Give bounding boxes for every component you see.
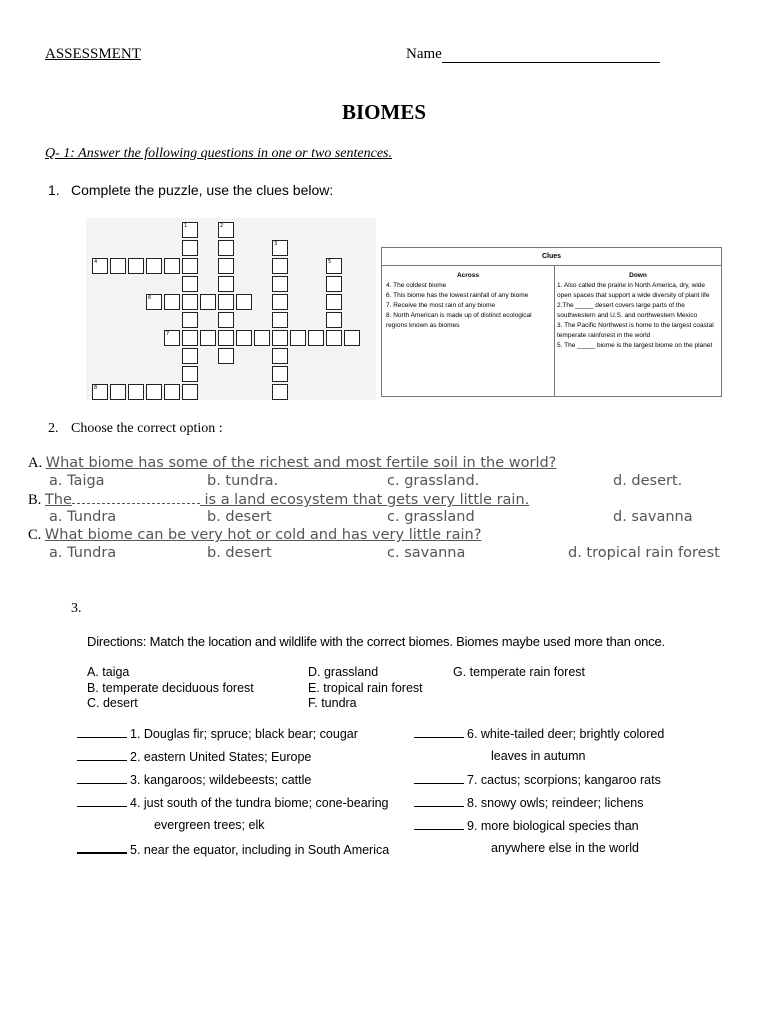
- option-d[interactable]: d. savanna: [613, 509, 693, 525]
- across-heading: Across: [456, 272, 480, 279]
- down-clue: 1. Also called the prairie in North America, dry, wide open spaces that support a wide diversity of plant life: [557, 282, 710, 299]
- question-letter: B.: [28, 492, 42, 508]
- name-label: Name: [406, 46, 442, 62]
- crossword-cell[interactable]: [182, 348, 198, 364]
- across-clue: 8. North American is made up of distinct ecological regions known as biomes: [386, 312, 532, 329]
- question-letter: C.: [28, 527, 42, 543]
- crossword-cell[interactable]: [326, 312, 342, 328]
- crossword-cell[interactable]: [200, 294, 216, 310]
- match-item-text: 8. snowy owls; reindeer; lichens: [467, 796, 644, 810]
- down-clue: 3. The Pacific Northwest is home to the largest coastal temperate rainforest in the world: [557, 322, 714, 339]
- question-b: [28, 491, 529, 509]
- crossword-cell[interactable]: [182, 366, 198, 382]
- match-item: [414, 818, 639, 833]
- item-2-text: Choose the correct option :: [71, 421, 223, 436]
- option-a[interactable]: a. Tundra: [49, 509, 117, 525]
- crossword-cell[interactable]: [110, 384, 126, 400]
- item-1: [48, 182, 333, 198]
- match-item: [77, 749, 311, 764]
- crossword-cell[interactable]: [272, 330, 288, 346]
- crossword-cell[interactable]: [164, 258, 180, 274]
- crossword-cell[interactable]: [326, 294, 342, 310]
- crossword-cell[interactable]: [218, 312, 234, 328]
- match-item: [77, 841, 389, 857]
- across-clue: 4. The coldest biome: [386, 282, 447, 289]
- down-clue: 5. The _____ biome is the largest biome on the planet: [557, 342, 713, 349]
- crossword-clue-number: 3: [274, 241, 278, 247]
- option-c[interactable]: c. savanna: [387, 545, 466, 561]
- option-c[interactable]: c. grassland: [387, 509, 475, 525]
- crossword-clue-number: 7: [166, 331, 170, 337]
- option-c[interactable]: c. grassland.: [387, 473, 480, 489]
- crossword-cell[interactable]: [218, 240, 234, 256]
- item-3-number: 3.: [71, 601, 82, 616]
- option-a[interactable]: a. Tundra: [49, 545, 117, 561]
- crossword-cell[interactable]: [182, 240, 198, 256]
- crossword-cell[interactable]: [182, 294, 198, 310]
- crossword-cell[interactable]: [182, 276, 198, 292]
- match-item: [414, 772, 661, 787]
- item-1-text: Complete the puzzle, use the clues below:: [71, 182, 334, 198]
- match-item-text: 3. kangaroos; wildebeests; cattle: [130, 773, 312, 787]
- crossword-cell[interactable]: [272, 384, 288, 400]
- biome-option: D. grassland: [308, 665, 379, 679]
- match-item: [414, 726, 664, 741]
- option-b[interactable]: b. desert: [207, 545, 272, 561]
- crossword-clue-number: 1: [184, 223, 188, 229]
- match-item-continued: anywhere else in the world: [491, 841, 639, 855]
- crossword-clue-number: 6: [148, 295, 152, 301]
- biome-option: E. tropical rain forest: [308, 681, 423, 695]
- clues-title: Clues: [382, 248, 721, 266]
- crossword-cell[interactable]: [182, 384, 198, 400]
- crossword-cell[interactable]: [200, 330, 216, 346]
- match-blank[interactable]: [77, 772, 127, 784]
- match-item-text: 7. cactus; scorpions; kangaroo rats: [467, 773, 661, 787]
- match-item: [414, 795, 643, 810]
- crossword-cell[interactable]: [344, 330, 360, 346]
- question-text: What biome has some of the richest and most fertile soil in the world?: [45, 455, 557, 471]
- crossword-puzzle: [86, 218, 376, 400]
- down-heading: Down: [629, 272, 647, 279]
- crossword-cell[interactable]: [182, 258, 198, 274]
- match-item-text: 6. white-tailed deer; brightly colored: [467, 727, 665, 741]
- crossword-cell[interactable]: [326, 330, 342, 346]
- answer-blank[interactable]: [72, 491, 200, 504]
- question-text: What biome can be very hot or cold and has very little rain?: [44, 527, 482, 543]
- crossword-cell[interactable]: [218, 330, 234, 346]
- match-blank[interactable]: [414, 795, 464, 807]
- matching-directions: Directions: Match the location and wildlife with the correct biomes. Biomes maybe used more than once.: [87, 634, 665, 649]
- match-blank[interactable]: [414, 818, 464, 830]
- crossword-cell[interactable]: [146, 258, 162, 274]
- biome-option: G. temperate rain forest: [453, 665, 586, 679]
- match-item-text: 4. just south of the tundra biome; cone-bearing: [130, 796, 389, 810]
- question-a: [28, 455, 556, 472]
- crossword-cell[interactable]: [272, 276, 288, 292]
- biome-option: C. desert: [87, 696, 138, 710]
- biome-option: F. tundra: [308, 696, 357, 710]
- crossword-clue-number: 8: [94, 385, 98, 391]
- item-2-number: 2.: [48, 421, 59, 436]
- crossword-cell[interactable]: [182, 330, 198, 346]
- down-clues: [557, 271, 719, 351]
- crossword-cell[interactable]: [218, 276, 234, 292]
- page-title: BIOMES: [341, 100, 427, 124]
- option-b[interactable]: b. desert: [207, 509, 272, 525]
- crossword-cell[interactable]: [236, 330, 252, 346]
- crossword-cell[interactable]: [308, 330, 324, 346]
- crossword-cell[interactable]: [146, 384, 162, 400]
- crossword-cell[interactable]: [164, 294, 180, 310]
- match-item-text: 2. eastern United States; Europe: [130, 750, 312, 764]
- question-1-heading: Q- 1: Answer the following questions in one or two sentences.: [45, 146, 392, 161]
- match-blank[interactable]: [77, 841, 127, 854]
- match-item-continued: evergreen trees; elk: [154, 818, 265, 832]
- crossword-cell[interactable]: [272, 348, 288, 364]
- match-blank[interactable]: [77, 749, 127, 761]
- clues-table: [381, 247, 722, 397]
- crossword-cell[interactable]: [326, 276, 342, 292]
- clues-divider: [554, 265, 555, 397]
- crossword-cell[interactable]: [272, 258, 288, 274]
- option-a[interactable]: a. Taiga: [49, 473, 105, 489]
- crossword-clue-number: 2: [220, 223, 224, 229]
- match-item: [77, 726, 358, 741]
- match-item-continued: leaves in autumn: [491, 749, 586, 763]
- crossword-cell[interactable]: [272, 366, 288, 382]
- crossword-cell[interactable]: [272, 294, 288, 310]
- match-blank[interactable]: [77, 726, 127, 738]
- crossword-cell[interactable]: [218, 348, 234, 364]
- across-clue: 6. This biome has the lowest rainfall of any biome: [386, 292, 529, 299]
- question-text-end: is a land ecosystem that gets very little rain.: [199, 492, 530, 508]
- crossword-cell[interactable]: [218, 294, 234, 310]
- across-clue: 7. Receive the most rain of any biome: [386, 302, 496, 309]
- biome-option: A. taiga: [87, 665, 130, 679]
- question-text-start: The: [44, 492, 72, 508]
- item-1-number: 1.: [48, 182, 60, 198]
- crossword-cell[interactable]: [128, 384, 144, 400]
- match-blank[interactable]: [414, 772, 464, 784]
- biome-option: B. temperate deciduous forest: [87, 681, 254, 695]
- match-item-text: 9. more biological species than: [467, 819, 639, 833]
- crossword-clue-number: 4: [94, 259, 98, 265]
- match-item: [77, 772, 311, 787]
- crossword-cell[interactable]: [290, 330, 306, 346]
- item-2: [48, 421, 223, 437]
- crossword-clue-number: 5: [328, 259, 332, 265]
- crossword-cell[interactable]: [164, 384, 180, 400]
- match-blank[interactable]: [414, 726, 464, 738]
- option-b[interactable]: b. tundra.: [207, 473, 279, 489]
- question-letter: A.: [28, 455, 43, 471]
- crossword-cell[interactable]: [236, 294, 252, 310]
- option-d[interactable]: d. tropical rain forest: [568, 545, 720, 561]
- match-item: [77, 795, 389, 810]
- across-clues: [386, 271, 550, 331]
- match-item-text: 5. near the equator, including in South America: [130, 843, 390, 857]
- match-blank[interactable]: [77, 795, 127, 807]
- crossword-cell[interactable]: [110, 258, 126, 274]
- crossword-cell[interactable]: [254, 330, 270, 346]
- assessment-label: ASSESSMENT: [45, 46, 141, 62]
- match-item-text: 1. Douglas fir; spruce; black bear; cougar: [130, 727, 358, 741]
- question-c: [28, 527, 481, 544]
- crossword-cell[interactable]: [182, 312, 198, 328]
- crossword-cell[interactable]: [128, 258, 144, 274]
- name-blank-line[interactable]: [442, 62, 660, 63]
- crossword-cell[interactable]: [272, 312, 288, 328]
- crossword-cell[interactable]: [218, 258, 234, 274]
- down-clue: 2.The _____ desert covers large parts of the southwestern and U.S. and northwestern Mexico: [557, 302, 698, 319]
- option-d[interactable]: d. desert.: [613, 473, 683, 489]
